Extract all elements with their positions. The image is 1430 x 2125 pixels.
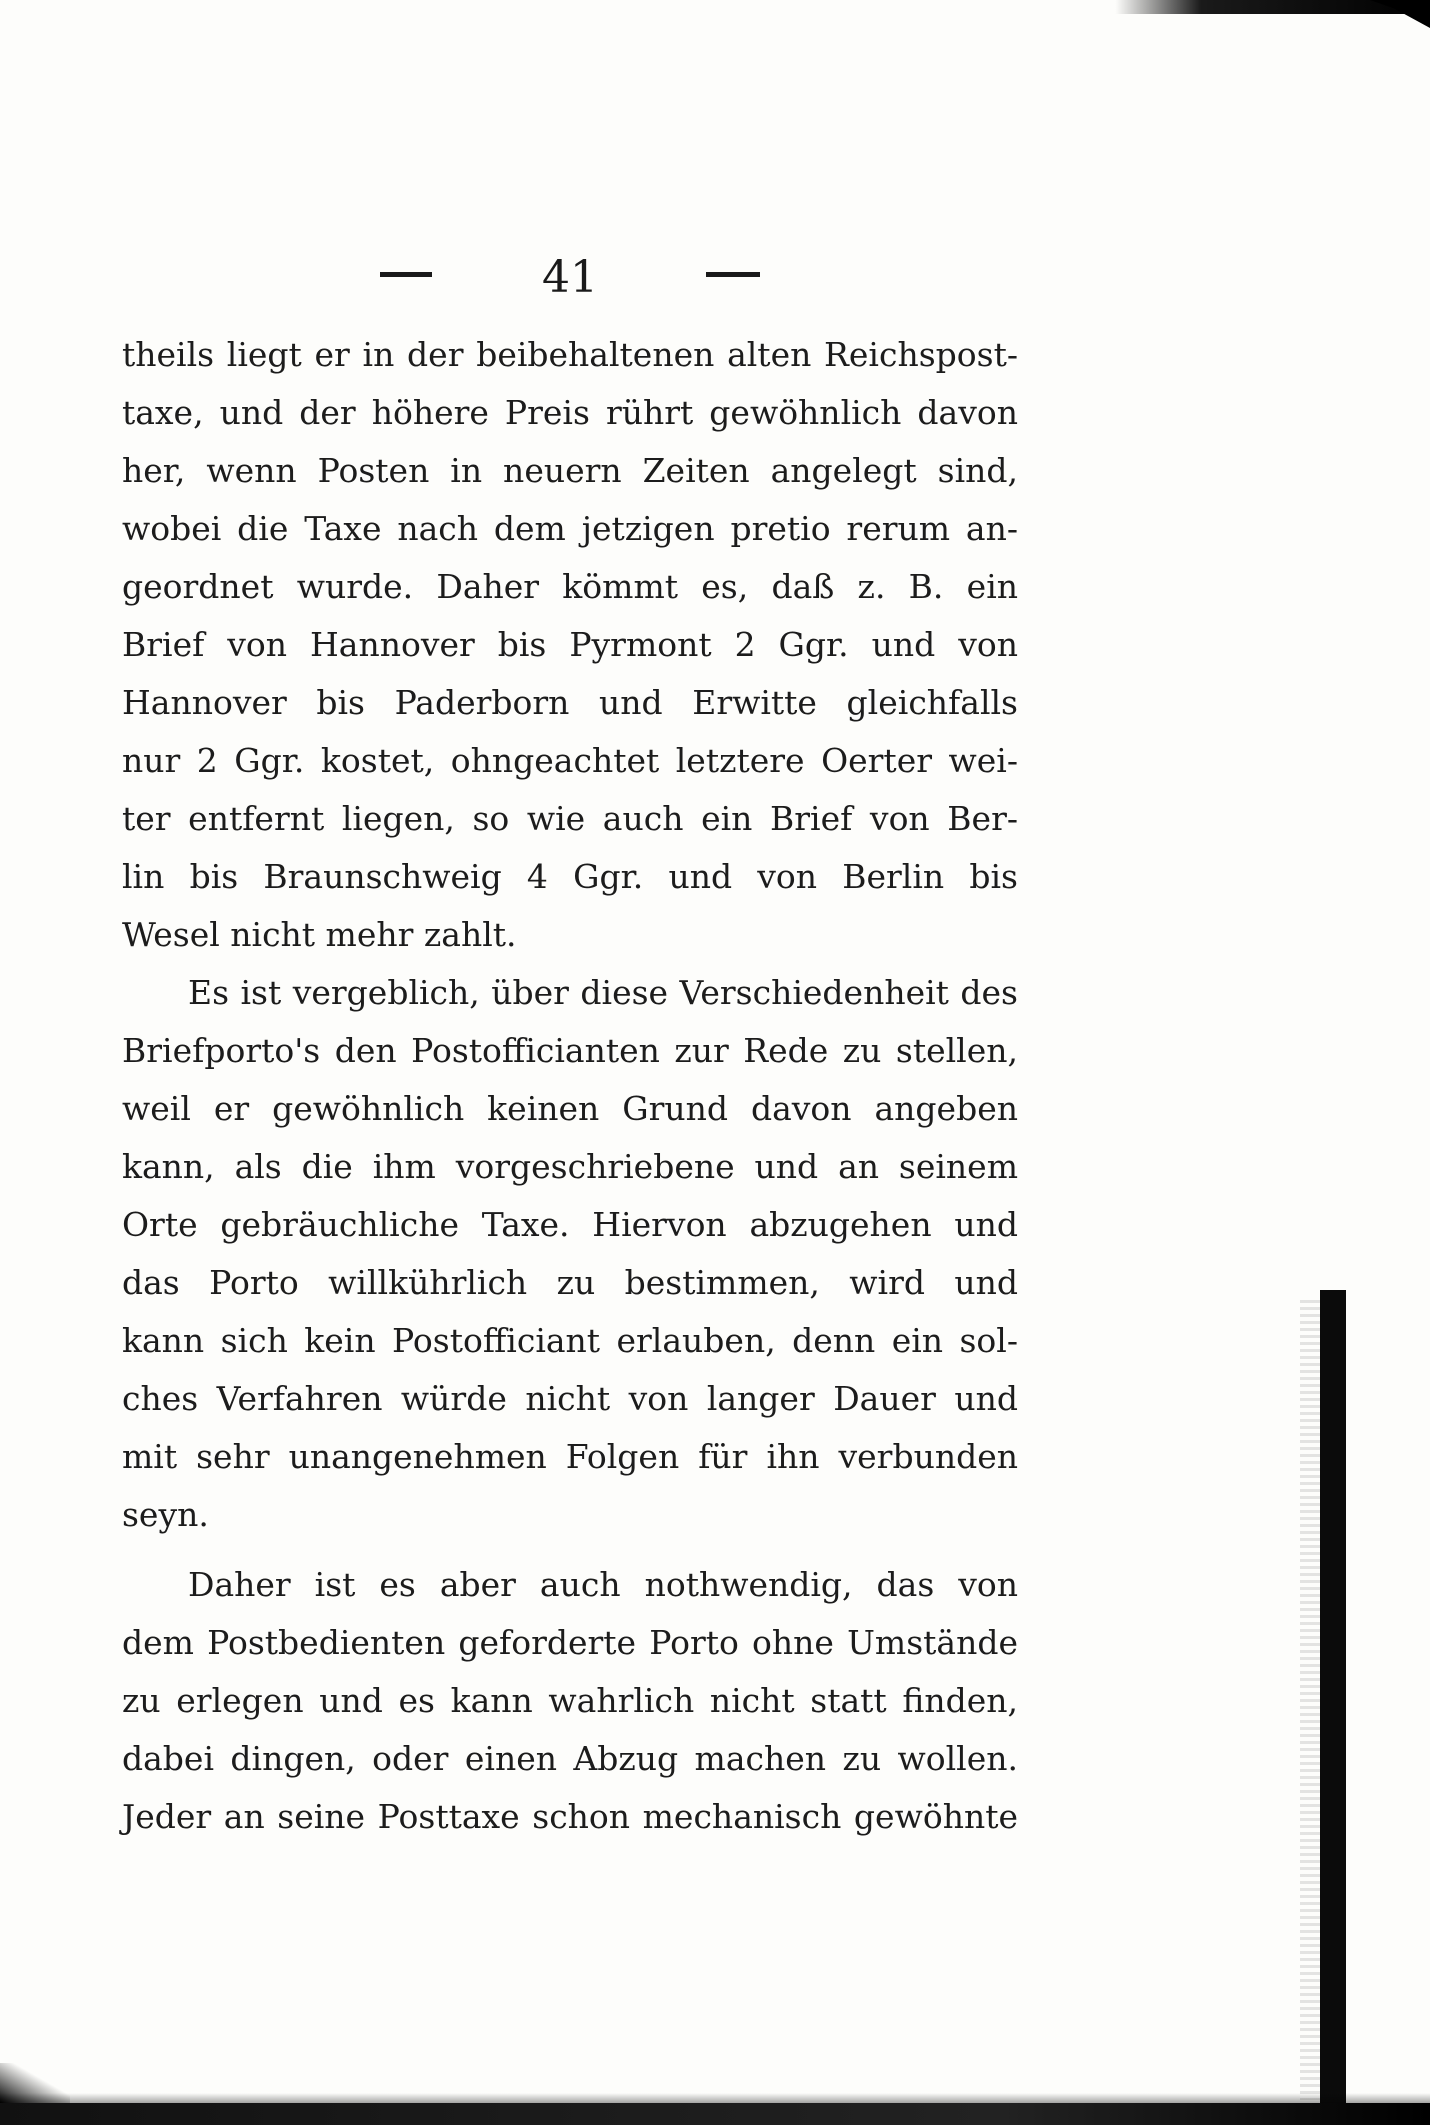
text-line: das Porto willkührlich zu bestimmen, wird und <box>122 1263 1018 1302</box>
paragraph-1 <box>122 326 1018 964</box>
text-line: wobei die Taxe nach dem jetzigen pretio rerum an- <box>122 509 1018 548</box>
scan-edge-bottom <box>0 2103 1430 2125</box>
text-line: Es ist vergeblich, über diese Verschiedenheit des <box>188 973 1018 1012</box>
text-line: ter entfernt liegen, so wie auch ein Brief von Ber- <box>122 799 1018 838</box>
text-line: geordnet wurde. Daher kömmt es, daß z. B. ein <box>122 567 1018 606</box>
scan-shadow-bottom <box>0 2093 1430 2103</box>
text-line: ches Verfahren würde nicht von langer Dauer und <box>122 1379 1018 1418</box>
text-line: her, wenn Posten in neuern Zeiten angelegt sind, <box>122 451 1018 490</box>
page-header <box>380 248 760 308</box>
paragraph-spacer <box>122 1544 1018 1556</box>
paragraph-2 <box>122 964 1018 1544</box>
text-line: kann, als die ihm vorgeschriebene und an seinem <box>122 1147 1018 1186</box>
text-line: lin bis Braunschweig 4 Ggr. und von Berlin bis <box>122 857 1018 896</box>
scan-edge-right <box>1320 1290 1346 2110</box>
scan-shadow-right <box>1300 1300 1320 2100</box>
page-number: 41 <box>542 252 598 303</box>
header-dash-right <box>706 272 760 277</box>
body-text <box>122 326 1018 1846</box>
text-line: taxe, und der höhere Preis rührt gewöhnlich davon <box>122 393 1018 432</box>
scan-corner-bottom-left <box>0 2063 70 2103</box>
text-line: zu erlegen und es kann wahrlich nicht statt finden, <box>122 1681 1018 1720</box>
text-line: Daher ist es aber auch nothwendig, das von <box>188 1565 1018 1604</box>
text-line: seyn. <box>122 1495 209 1534</box>
text-line: dem Postbedienten geforderte Porto ohne Umstände <box>122 1623 1018 1662</box>
text-line: Orte gebräuchliche Taxe. Hiervon abzugehen und <box>122 1205 1018 1244</box>
text-line: nur 2 Ggr. kostet, ohngeachtet letztere Oerter wei- <box>122 741 1018 780</box>
scan-edge-top <box>0 0 1430 14</box>
text-line: Wesel nicht mehr zahlt. <box>122 915 517 954</box>
text-line: theils liegt er in der beibehaltenen alten Reichspost- <box>122 335 1018 374</box>
text-line: Hannover bis Paderborn und Erwitte gleichfalls <box>122 683 1018 722</box>
text-line: weil er gewöhnlich keinen Grund davon angeben <box>122 1089 1018 1128</box>
paragraph-3 <box>122 1556 1018 1846</box>
text-line: dabei dingen, oder einen Abzug machen zu wollen. <box>122 1739 1018 1778</box>
text-line: Brief von Hannover bis Pyrmont 2 Ggr. und von <box>122 625 1018 664</box>
text-line: Briefporto's den Postofficianten zur Rede zu stellen, <box>122 1031 1018 1070</box>
text-line: kann sich kein Postofficiant erlauben, denn ein sol- <box>122 1321 1018 1360</box>
text-line: Jeder an seine Posttaxe schon mechanisch gewöhnte <box>122 1797 1018 1836</box>
header-dash-left <box>380 272 432 277</box>
text-line: mit sehr unangenehmen Folgen für ihn verbunden <box>122 1437 1018 1476</box>
